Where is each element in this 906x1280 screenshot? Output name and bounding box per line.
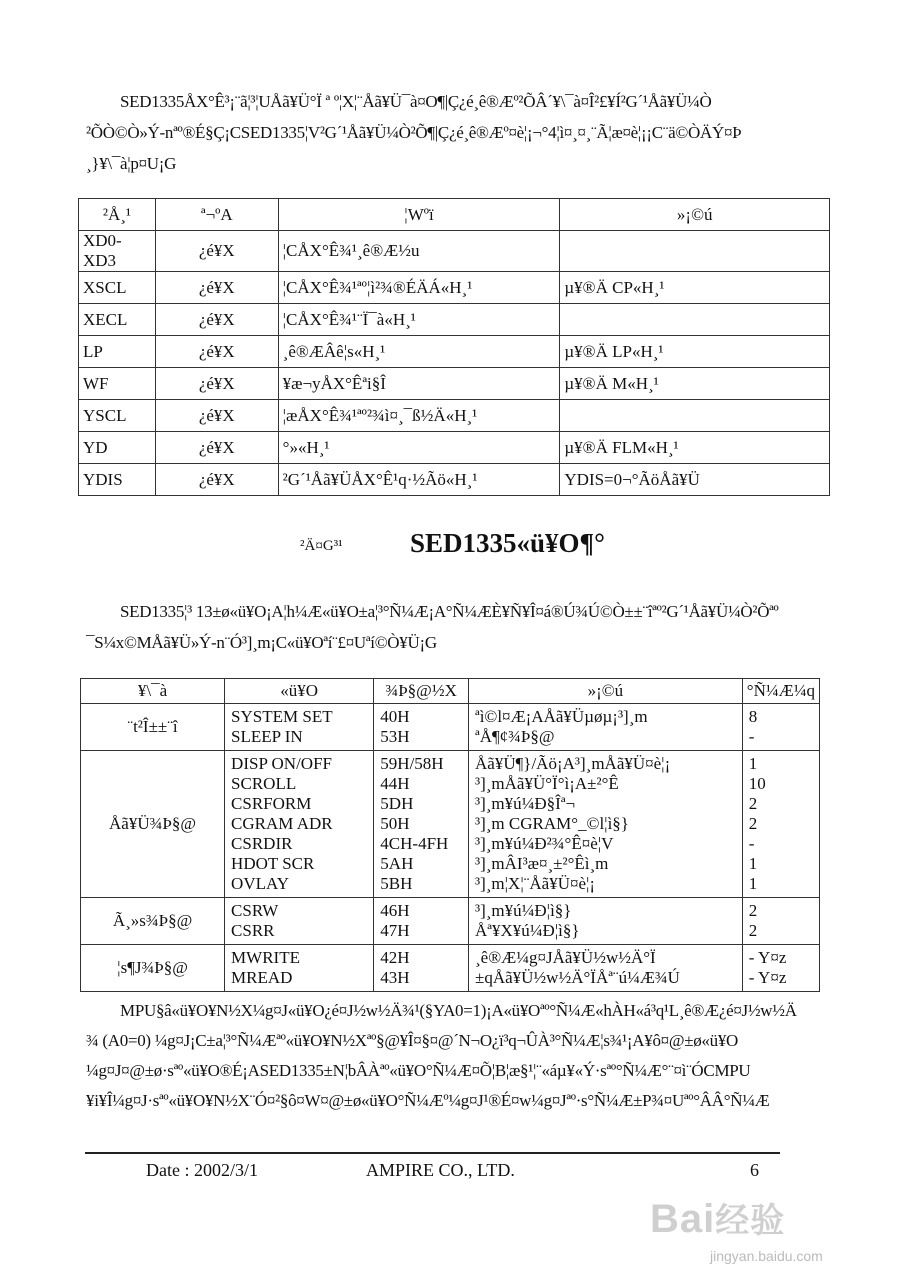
pin-note: µ¥®Ä FLM«H¸¹	[560, 432, 830, 464]
command-description-cell	[469, 751, 743, 898]
pin-note: µ¥®Ä CP«H¸¹	[560, 272, 830, 304]
pin-name: XECL	[79, 304, 156, 336]
command-description-cell	[469, 704, 743, 751]
pin-name: YDIS	[79, 464, 156, 496]
param-count: -	[748, 727, 755, 746]
header-cell: »¡©ú	[560, 199, 830, 231]
table-row	[79, 272, 830, 304]
command-description: ³]¸m¦X¦¨Åã¥Ü¤è¦¡	[475, 874, 596, 893]
command-description: ±qÅã¥Ü½w½Ä°ÏÅª¨ú¼Æ¾Ú	[475, 968, 680, 987]
command-description: ¸ê®Æ¼g¤JÅã¥Ü½w½Ä°Ï	[475, 948, 656, 967]
command-intro-paragraph	[86, 596, 846, 658]
command-category: Åã¥Ü¾Þ§@	[81, 751, 225, 898]
intro-line: ¸}¥\¯à¦p¤U¡G	[86, 154, 177, 173]
header-cell: ²Å¸¹	[79, 199, 156, 231]
footer-divider	[85, 1152, 780, 1154]
command-category: Ã¸»s¾Þ§@	[81, 898, 225, 945]
opcode-cell	[374, 704, 469, 751]
para-line: ¼g¤J¤@±ø·sªº«ü¥O®É¡ASED1335±N¦bÂÀªº«ü¥O°Ñ¼Æ¤Õ¦B¦æ§¹¦¨«áµ¥«Ý·sªº°Ñ¼Æ°¨¤ì¨ÓCMPU	[86, 1061, 751, 1080]
command-name: SLEEP IN	[231, 727, 303, 746]
opcode: 59H/58H	[380, 754, 444, 773]
pin-function: ¸ê®ÆÂê¦s«H¸¹	[278, 336, 560, 368]
opcode: 44H	[380, 774, 410, 793]
command-name: SCROLL	[231, 774, 297, 793]
param-count: 2	[748, 794, 758, 813]
command-name: CSRR	[231, 921, 275, 940]
para-line: SED1335¦³ 13±ø«ü¥O¡A¦h¼Æ«ü¥O±a¦³°Ñ¼Æ¡A°Ñ¼ÆÈ¥Ñ¥Î¤á®Ú¾Ú©Ò±±¨îªº²G´¹Åã¥Ü¼Ò²Õªº	[120, 602, 779, 621]
opcode-cell	[374, 751, 469, 898]
opcode: 47H	[380, 921, 410, 940]
section-heading	[0, 528, 906, 568]
pin-function: ¦CÅX°Ê¾¹¨Ï¯à«H¸¹	[278, 304, 560, 336]
header-cell: «ü¥O	[225, 679, 374, 704]
command-name: CSRFORM	[231, 794, 312, 813]
pin-note	[560, 304, 830, 336]
table-header-row	[81, 679, 820, 704]
pin-function: °»«H¸¹	[278, 432, 560, 464]
footer-date: Date : 2002/3/1	[146, 1160, 258, 1180]
table-row	[79, 304, 830, 336]
pin-name: XD0-XD3	[79, 231, 156, 272]
param-count: - Y¤z	[748, 948, 787, 967]
command-description: ³]¸m¥ú¼Ð§Îª¬	[475, 794, 576, 813]
pin-note: µ¥®Ä M«H¸¹	[560, 368, 830, 400]
param-count-cell	[742, 898, 819, 945]
command-name: MREAD	[231, 968, 293, 987]
command-category: ¦s¶J¾Þ§@	[81, 945, 225, 992]
opcode: 53H	[380, 727, 410, 746]
opcode: 5BH	[380, 874, 413, 893]
para-line: MPU§â«ü¥O¥N½X¼g¤J«ü¥O¿é¤J½w½Ä¾¹(§YA0=1)¡A«ü¥Oªº°Ñ¼Æ«hÀH«á³q¹L¸ê®Æ¿é¤J½w½Ä	[120, 1001, 797, 1020]
opcode: 4CH-4FH	[380, 834, 449, 853]
page-content	[0, 86, 906, 1116]
watermark-url: jingyan.baidu.com	[710, 1248, 823, 1264]
pin-direction: ¿é¥X	[155, 432, 278, 464]
command-description: ³]¸m CGRAM°_©l¦ì§}	[475, 814, 629, 833]
command-description: Åã¥Ü¶}/Ãö¡A³]¸mÅã¥Ü¤è¦¡	[475, 754, 671, 773]
command-description-cell	[469, 945, 743, 992]
pin-note: YDIS=0¬°ÃöÅã¥Ü	[560, 464, 830, 496]
param-count: 8	[748, 707, 758, 726]
pin-note	[560, 231, 830, 272]
pin-function: ¦CÅX°Ê¾¹ªº¦ì²¾®ÉÄÁ«H¸¹	[278, 272, 560, 304]
pin-direction: ¿é¥X	[155, 464, 278, 496]
opcode: 43H	[380, 968, 410, 987]
pin-name: WF	[79, 368, 156, 400]
opcode: 50H	[380, 814, 410, 833]
pin-note	[560, 400, 830, 432]
param-count: - Y¤z	[748, 968, 787, 987]
command-description: ³]¸mÂI³æ¤¸±²°Êì¸m	[475, 854, 609, 873]
table-row	[79, 432, 830, 464]
pin-direction: ¿é¥X	[155, 400, 278, 432]
command-name: CGRAM ADR	[231, 814, 333, 833]
pin-direction: ¿é¥X	[155, 336, 278, 368]
param-count: -	[748, 834, 755, 853]
param-count: 1	[748, 854, 758, 873]
command-name-cell	[225, 945, 374, 992]
intro-line: ²ÕÒ©Ò»Ý-nªº®É§Ç¡CSED1335¦V²G´¹Åã¥Ü¼Ò²Õ¶|Ç¿é¸ê®Æº¤è¦¡¬°4¦ì¤¸¤¸¨Ã¦æ¤è¦¡¡C¨ä©ÒÄÝ¤Þ	[86, 123, 742, 142]
command-name-cell	[225, 751, 374, 898]
header-cell: ¾Þ§@½X	[374, 679, 469, 704]
header-cell: ª¬ºA	[155, 199, 278, 231]
command-name: HDOT SCR	[231, 854, 315, 873]
pin-function: ¦æÅX°Ê¾¹ªº²¾ì¤¸¯ß½Ä«H¸¹	[278, 400, 560, 432]
command-description: ªì©l¤Æ¡AÅã¥Üµøµ¡³]¸m	[475, 707, 648, 726]
baidu-watermark	[640, 1196, 900, 1280]
footer-company: AMPIRE CO., LTD.	[366, 1160, 515, 1180]
opcode: 5AH	[380, 854, 414, 873]
header-cell: »¡©ú	[469, 679, 743, 704]
header-cell: °Ñ¼Æ¼q	[742, 679, 819, 704]
command-usage-paragraph	[86, 996, 846, 1116]
command-category: ¨t²Î±±¨î	[81, 704, 225, 751]
para-line: ¾ (A0=0) ¼g¤J¡C±a¦³°Ñ¼Æªº«ü¥O¥N½Xªº§@¥Î¤§¤@´N¬O¿ï³q¬ÛÀ³°Ñ¼Æ¦s¾¹¡A¥ô¤@±ø«ü¥O	[86, 1031, 739, 1050]
command-table	[80, 678, 820, 992]
table-row	[79, 368, 830, 400]
pin-function: ¥æ¬yÅX°Êªi§Î	[278, 368, 560, 400]
opcode: 42H	[380, 948, 410, 967]
opcode-cell	[374, 945, 469, 992]
command-description: Åª¥X¥ú¼Ð¦ì§}	[475, 921, 580, 940]
command-description: ªÅ¶¢¾Þ§@	[475, 727, 555, 746]
command-name: OVLAY	[231, 874, 289, 893]
pin-table	[78, 198, 830, 496]
table-row	[79, 464, 830, 496]
table-row	[79, 400, 830, 432]
section-number: ²Ä¤G³¹	[300, 538, 343, 554]
intro-line: SED1335ÅX°Ê³¡¨ã¦³¦UÅã¥Ü°Ï ª º¦X¦¨Åã¥Ü¯à¤O¶|Ç¿é¸ê®Æº²ÕÂ´¥\¯à¤Î²£¥Í²G´¹Åã¥Ü¼Ò	[120, 92, 712, 111]
command-description-cell	[469, 898, 743, 945]
command-name: SYSTEM SET	[231, 707, 333, 726]
command-group-row	[81, 704, 820, 751]
opcode-cell	[374, 898, 469, 945]
pin-name: YSCL	[79, 400, 156, 432]
header-cell: ¦Wºï	[278, 199, 560, 231]
opcode: 5DH	[380, 794, 414, 813]
table-header-row	[79, 199, 830, 231]
page-number: 6	[750, 1160, 759, 1180]
opcode: 46H	[380, 901, 410, 920]
pin-direction: ¿é¥X	[155, 231, 278, 272]
pin-note: µ¥®Ä LP«H¸¹	[560, 336, 830, 368]
command-group-row	[81, 945, 820, 992]
command-name: CSRW	[231, 901, 279, 920]
pin-name: XSCL	[79, 272, 156, 304]
command-description: ³]¸mÅã¥Ü°Ï°ì¡A±²°Ê	[475, 774, 619, 793]
command-name: CSRDIR	[231, 834, 293, 853]
pin-name: LP	[79, 336, 156, 368]
command-name: MWRITE	[231, 948, 300, 967]
param-count: 2	[748, 814, 758, 833]
baidu-logo: Bai经验	[650, 1197, 786, 1241]
command-description: ³]¸m¥ú¼Ð²¾°Ê¤è¦V	[475, 834, 614, 853]
pin-name: YD	[79, 432, 156, 464]
param-count-cell	[742, 704, 819, 751]
command-name: DISP ON/OFF	[231, 754, 332, 773]
param-count: 1	[748, 754, 758, 773]
param-count: 1	[748, 874, 758, 893]
pin-function: ¦CÅX°Ê¾¹¸ê®Æ½u	[278, 231, 560, 272]
param-count-cell	[742, 751, 819, 898]
pin-direction: ¿é¥X	[155, 272, 278, 304]
command-description: ³]¸m¥ú¼Ð¦ì§}	[475, 901, 572, 920]
intro-paragraph	[86, 86, 846, 179]
table-row	[79, 231, 830, 272]
section-title: SED1335«ü¥O¶°	[410, 528, 605, 558]
table-row	[79, 336, 830, 368]
pin-function: ²G´¹Åã¥ÜÅX°Ê¹q·½Ãö«H¸¹	[278, 464, 560, 496]
para-line: ¥i¥Î¼g¤J·sªº«ü¥O¥N½X¨Ó¤²§ô¤W¤@±ø«ü¥O°Ñ¼Æº¼g¤J¹®É¤w¼g¤Jªº·s°Ñ¼Æ±P¾¤Uªº°ÂÂ°Ñ¼Æ	[86, 1091, 770, 1110]
param-count: 10	[748, 774, 766, 793]
command-group-row	[81, 898, 820, 945]
param-count: 2	[748, 921, 758, 940]
command-group-row	[81, 751, 820, 898]
para-line: ¯S¼x©MÅã¥Ü»Ý-n¨Ó³]¸m¡C«ü¥Oªí¨£¤Uªí©Ò¥Ü¡G	[86, 633, 437, 652]
header-cell: ¥\¯à	[81, 679, 225, 704]
opcode: 40H	[380, 707, 410, 726]
command-name-cell	[225, 704, 374, 751]
pin-direction: ¿é¥X	[155, 304, 278, 336]
command-name-cell	[225, 898, 374, 945]
pin-direction: ¿é¥X	[155, 368, 278, 400]
param-count-cell	[742, 945, 819, 992]
param-count: 2	[748, 901, 758, 920]
